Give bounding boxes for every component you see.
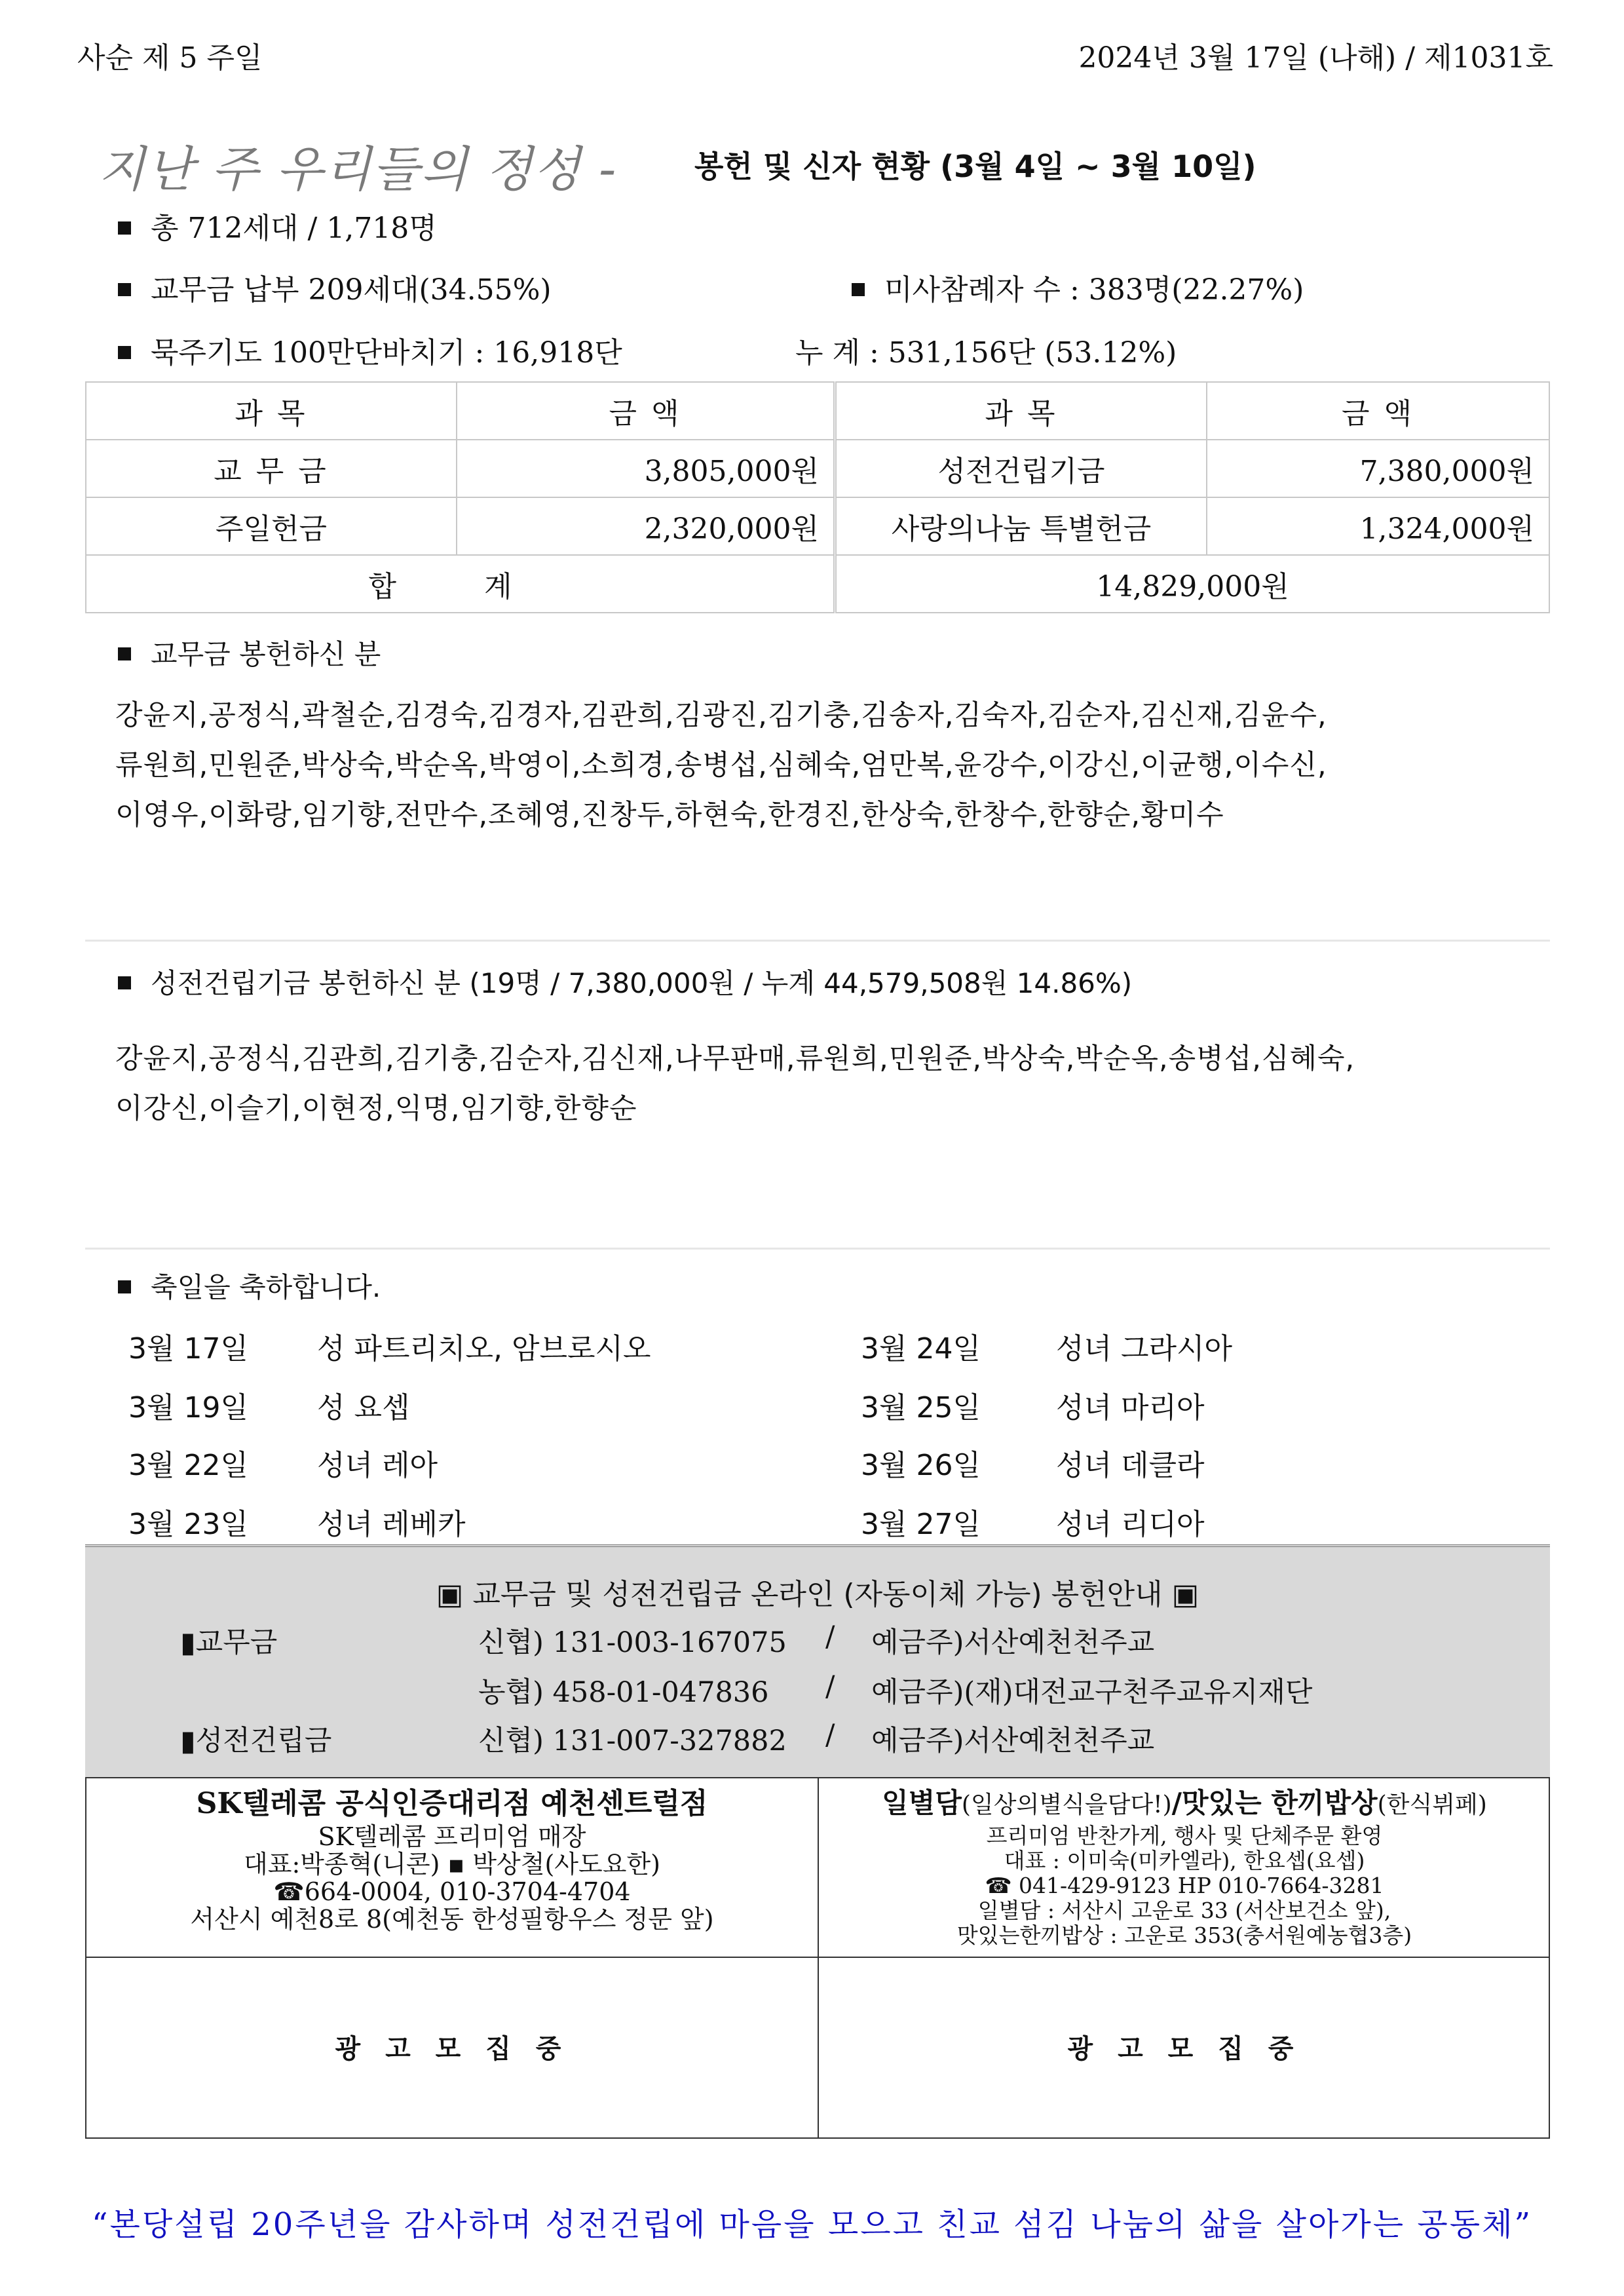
- table-header-row: [86, 382, 1549, 440]
- stat-dues: 교무금 납부 209세대(34.55%): [118, 266, 552, 308]
- table-cell-amount: 3,805,000원: [457, 440, 835, 497]
- building-donors-heading: 성전건립기금 봉헌하신 분 (19명 / 7,380,000원 / 누계 44,579,508원 14.86%): [118, 962, 1132, 1001]
- feast-date: 3월 27일: [861, 1508, 981, 1541]
- feast-name: 성녀 레베카: [317, 1508, 466, 1541]
- online-row-sep: /: [825, 1670, 835, 1703]
- table-head-item: 과 목: [835, 382, 1207, 440]
- list-item: 이강신,이슬기,이현정,익명,임기향,한향순: [115, 1092, 637, 1125]
- ad-recruit-left: 광 고 모 집 중: [335, 2034, 569, 2064]
- table-total-value: 14,829,000원: [835, 555, 1550, 613]
- stat-rosary-total: 누 계 : 531,156단 (53.12%): [795, 336, 1177, 370]
- feast-name: 성 요셉: [317, 1391, 410, 1425]
- bullet-square-icon: [118, 1280, 131, 1293]
- table-row: [86, 440, 1549, 497]
- list-item: 이영우,이화랑,임기향,전만수,조혜영,진창두,하현숙,한경진,한상숙,한창수,한향순,황미수: [115, 799, 1224, 832]
- section-subtitle: 봉헌 및 신자 현황 (3월 4일 ~ 3월 10일): [694, 149, 1256, 184]
- ad-recruit-right: 광 고 모 집 중: [1067, 2034, 1302, 2064]
- feast-date: 3월 24일: [861, 1332, 981, 1366]
- feast-date: 3월 23일: [128, 1508, 248, 1541]
- bullet-square-icon: [118, 221, 131, 235]
- table-cell-item: 주일헌금: [86, 497, 457, 555]
- online-row-label: ▮성전건립금: [180, 1725, 332, 1757]
- ad-line: 대표 : 이미숙(미카엘라), 한요셉(요셉): [1004, 1848, 1365, 1873]
- feasts-heading: 축일을 축하합니다.: [118, 1266, 381, 1305]
- stat-households: 총 712세대 / 1,718명: [118, 204, 437, 246]
- bullet-square-icon: [118, 346, 131, 359]
- feast-name: 성녀 레아: [317, 1449, 438, 1482]
- online-offering-title: ▣ 교무금 및 성전건립금 온라인 (자동이체 가능) 봉헌안내 ▣: [436, 1578, 1199, 1611]
- table-cell-amount: 1,324,000원: [1207, 497, 1549, 555]
- ads-grid: [85, 1777, 1550, 2139]
- feast-name: 성녀 리디아: [1056, 1508, 1205, 1541]
- ad-title: SK텔레콤 공식인증대리점 예천센트럴점: [196, 1787, 708, 1820]
- ad-line: 서산시 예천8로 8(예천동 한성필항우스 정문 앞): [190, 1905, 714, 1934]
- online-offering-box: [85, 1544, 1550, 1778]
- bullet-square-icon: [118, 647, 131, 660]
- table-head-item: 과 목: [86, 382, 457, 440]
- feast-date: 3월 22일: [128, 1449, 248, 1482]
- stat-rosary: 묵주기도 100만단바치기 : 16,918단: [118, 329, 622, 371]
- building-donors-list: [115, 1034, 1524, 1134]
- header-left: 사순 제 5 주일: [77, 41, 263, 75]
- divider: [85, 940, 1550, 942]
- online-row-holder: 예금주)(재)대전교구천주교유지재단: [871, 1676, 1313, 1709]
- section-title: 지난 주 우리들의 정성 -: [98, 142, 618, 198]
- table-row: [86, 497, 1549, 555]
- feast-date: 3월 17일: [128, 1332, 248, 1366]
- offering-table: [85, 381, 1550, 613]
- feast-date: 3월 26일: [861, 1449, 981, 1482]
- ad-sk-telecom: [86, 1785, 818, 1933]
- ad-line: ☎664-0004, 010-3704-4704: [273, 1877, 631, 1906]
- ad-line: SK텔레콤 프리미엄 매장: [318, 1822, 586, 1851]
- feast-name: 성녀 그라시아: [1056, 1332, 1233, 1366]
- feast-name: 성 파트리치오, 암브로시오: [317, 1332, 651, 1366]
- stat-absent: 미사참례자 수 : 383명(22.27%): [852, 266, 1304, 308]
- ad-line: 대표:박종혁(니콘) ▪ 박상철(사도요한): [244, 1850, 660, 1879]
- feast-name: 성녀 마리아: [1056, 1391, 1205, 1425]
- feast-date: 3월 19일: [128, 1391, 248, 1425]
- divider: [86, 1957, 1549, 1958]
- table-cell-item: 사랑의나눔 특별헌금: [835, 497, 1207, 555]
- divider: [85, 1248, 1550, 1250]
- online-row-label: ▮교무금: [180, 1626, 278, 1659]
- dues-donors-list: [115, 691, 1524, 840]
- table-head-amount: 금 액: [1207, 382, 1549, 440]
- ad-line: ☎ 041-429-9123 HP 010-7664-3281: [985, 1873, 1384, 1898]
- bullet-square-icon: [118, 283, 131, 296]
- list-item: 류원희,민원준,박상숙,박순옥,박영이,소희경,송병섭,심혜숙,엄만복,윤강수,이강신,이균행,이수신,: [115, 749, 1327, 782]
- table-total-row: [86, 555, 1549, 613]
- list-item: 강윤지,공정식,김관희,김기충,김순자,김신재,나무판매,류원희,민원준,박상숙,박순옥,송병섭,심혜숙,: [115, 1043, 1355, 1075]
- online-row-sep: /: [825, 1719, 835, 1751]
- ad-line: 맛있는한끼밥상 : 고운로 353(충서원예농협3층): [956, 1923, 1412, 1948]
- online-row-account: 농협) 458-01-047836: [478, 1676, 769, 1709]
- ad-restaurant: [819, 1785, 1550, 1948]
- ad-line: 프리미엄 반찬가게, 행사 및 단체주문 환영: [986, 1823, 1383, 1848]
- ad-line: 일별담 : 서산시 고운로 33 (서산보건소 앞),: [977, 1898, 1391, 1923]
- parish-motto: “본당설립 20주년을 감사하며 성전건립에 마음을 모으고 친교 섬김 나눔의 삶을 살아가는 공동체”: [92, 2206, 1532, 2243]
- dues-donors-heading: 교무금 봉헌하신 분: [118, 633, 381, 672]
- online-row-holder: 예금주)서산예천천주교: [871, 1626, 1155, 1659]
- feast-name: 성녀 데클라: [1056, 1449, 1205, 1482]
- table-total-label: 합 계: [86, 555, 835, 613]
- online-row-account: 신협) 131-003-167075: [478, 1626, 787, 1659]
- list-item: 강윤지,공정식,곽철순,김경숙,김경자,김관희,김광진,김기충,김송자,김숙자,김순자,김신재,김윤수,: [115, 699, 1327, 732]
- feast-date: 3월 25일: [861, 1391, 981, 1425]
- bullet-square-icon: [852, 283, 865, 296]
- online-row-account: 신협) 131-007-327882: [478, 1725, 787, 1757]
- table-cell-amount: 2,320,000원: [457, 497, 835, 555]
- online-row-sep: /: [825, 1620, 835, 1653]
- table-cell-item: 성전건립기금: [835, 440, 1207, 497]
- header-right: 2024년 3월 17일 (나해) / 제1031호: [1078, 41, 1553, 75]
- table-cell-amount: 7,380,000원: [1207, 440, 1549, 497]
- ad-title: 일별담(일상의별식을담다!)/맛있는 한끼밥상(한식뷔페): [882, 1787, 1487, 1819]
- bullet-square-icon: [118, 976, 131, 989]
- table-cell-item: 교 무 금: [86, 440, 457, 497]
- table-head-amount: 금 액: [457, 382, 835, 440]
- online-row-holder: 예금주)서산예천천주교: [871, 1725, 1155, 1757]
